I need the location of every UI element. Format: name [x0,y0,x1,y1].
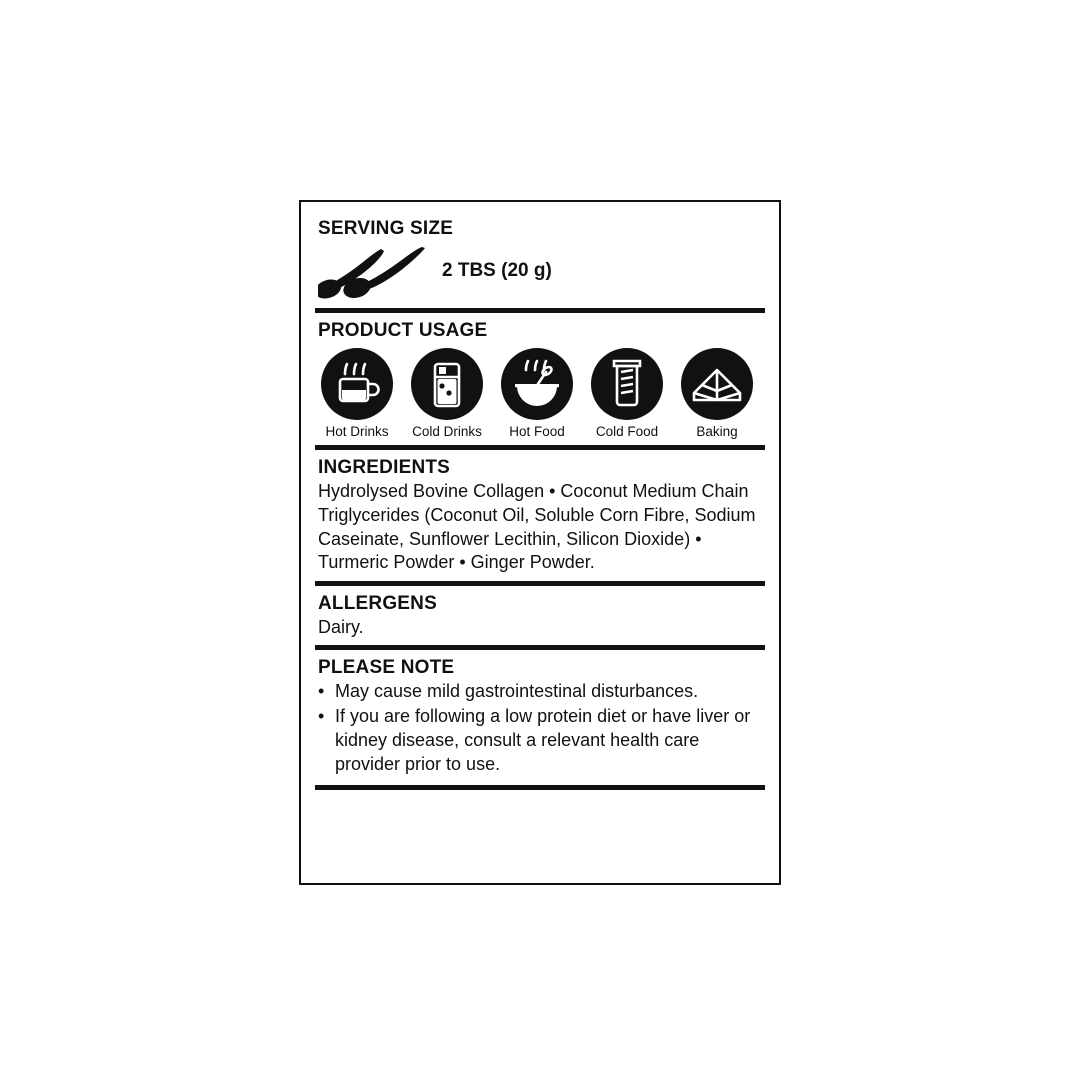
divider-after-product-usage [315,445,765,450]
usage-caption: Cold Drinks [412,424,482,439]
serving-size-amount: 2 TBS (20 g) [442,260,552,281]
two-spoons-icon [318,243,436,299]
allergens-text: Dairy. [318,617,364,637]
usage-caption: Cold Food [595,424,659,439]
usage-item-baking [678,348,756,439]
hot-drink-mug-icon [321,348,393,420]
serving-size-heading: SERVING SIZE [318,218,454,239]
usage-item-cold-food [588,348,666,439]
please-note-heading: PLEASE NOTE [318,657,455,679]
ingredients-text: Hydrolysed Bovine Collagen • Coconut Medium Chain Triglycerides (Coconut Oil, Soluble Corn Fibre, Sodium Caseinate, Sunflower Lecithin, Silicon Dioxide) • Turmeric Powder • Ginger Powder. [318,481,756,573]
usage-caption: Hot Food [509,424,565,439]
ingredients-heading: INGREDIENTS [318,457,451,478]
divider-bottom [315,785,765,790]
usage-caption: Baking [696,424,738,439]
cold-food-container-icon [591,348,663,420]
product-usage-heading: PRODUCT USAGE [318,320,488,341]
divider-after-serving-size [315,308,765,313]
nutrition-label-panel [299,200,781,885]
usage-item-cold-drinks [408,348,486,439]
usage-caption: Hot Drinks [325,424,389,439]
allergens-heading: ALLERGENS [318,593,437,614]
list-item: • If you are following a low protein diet or have liver or kidney disease, consult a relevant health care provider prior to use. [318,705,765,776]
please-note-list [318,680,765,776]
usage-item-hot-drinks [318,348,396,439]
product-usage-icon-row [318,348,765,439]
serving-size-row [318,240,765,302]
label-content [315,212,765,790]
divider-after-ingredients [315,581,765,586]
list-item: • May cause mild gastrointestinal disturbances. [318,680,765,704]
usage-item-hot-food [498,348,576,439]
cake-slice-icon [681,348,753,420]
cold-drink-glass-icon [411,348,483,420]
hot-bowl-icon [501,348,573,420]
divider-after-allergens [315,645,765,650]
